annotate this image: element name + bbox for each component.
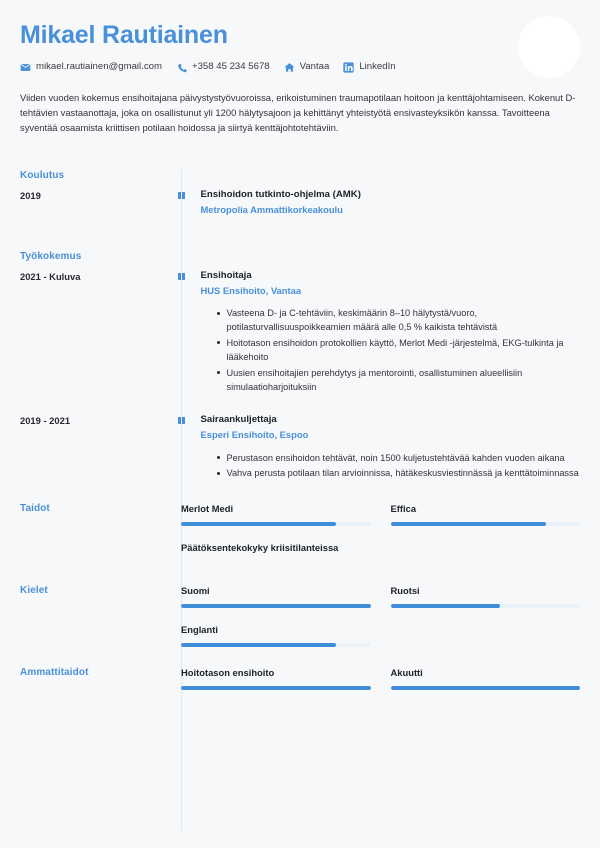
linkedin-icon	[343, 62, 354, 73]
home-icon	[284, 62, 295, 73]
section-skills	[0, 503, 600, 581]
language-level-fill	[391, 604, 501, 608]
list-item: Hoitotason ensihoidon protokollien käyttö, Merlot Medi -järjestelmä, EKG-tulkinta ja lääkehoito	[217, 336, 600, 365]
professional-skill-level-bar	[181, 686, 371, 690]
professional-skill-level-bar	[391, 686, 581, 690]
contact-linkedin[interactable]	[343, 62, 395, 73]
section-education	[0, 170, 600, 181]
professional-skill-level-fill	[181, 686, 371, 690]
professional-skill-name: Akuutti	[390, 667, 423, 679]
phone-icon	[176, 62, 187, 73]
experience-entry-date: 2019 - 2021	[20, 415, 71, 427]
experience-entry-body	[181, 414, 600, 481]
language-name: Ruotsi	[390, 585, 420, 597]
education-entry-title: Ensihoidon tutkinto-ohjelma (AMK)	[200, 189, 361, 200]
professional-skill-level-fill	[391, 686, 581, 690]
professional-skill-item	[391, 667, 581, 706]
experience-entry-date: 2021 - Kuluva	[20, 270, 81, 282]
avatar	[518, 16, 580, 78]
skill-level-fill	[181, 522, 336, 526]
education-entry-org: Metropolia Ammattikorkeakoulu	[200, 203, 343, 215]
contact-email-label: mikael.rautiainen@gmail.com	[36, 61, 162, 73]
language-item	[181, 624, 371, 663]
language-item-spacer	[391, 624, 581, 663]
professional-skill-name: Hoitotason ensihoito	[181, 667, 275, 679]
section-skills-title: Taidot	[20, 503, 50, 515]
list-item: Vasteena D- ja C-tehtäviin, keskimäärin 8–10 hälytystä/vuoro, potilasturvallisuuspoikkeamien määrä alle 0,5 % kaikista tehtävistä	[217, 306, 600, 335]
education-entry	[0, 189, 600, 217]
section-education-left	[0, 170, 181, 181]
skill-level-fill	[391, 522, 546, 526]
skill-item-spacer	[391, 542, 581, 581]
section-professional-skills	[0, 667, 600, 706]
list-item: Vahva perusta potilaan tilan arvioinnissa, hätäkeskusviestinnässä ja kenttätoiminnassa	[217, 466, 600, 480]
section-experience	[0, 251, 600, 262]
languages-grid	[181, 585, 600, 663]
language-name: Suomi	[181, 585, 210, 597]
professional-summary: Viiden vuoden kokemus ensihoitajana päivystystyövuoroissa, erikoistuminen traumapotilaan hoitoon ja kenttäjohtamiseen. Kokenut D-tehtävien vastaanottaja, joka on osallistunut yli 1200 hälytysajoon ja kehittänyt yhteistyötä ensivasteyksikön kanssa. Tavoitteena syventää osaamista kriittisen potilaan hoidossa ja siirtyä kenttäjohtotehtäviin.	[20, 91, 576, 133]
skill-name: Merlot Medi	[181, 503, 234, 515]
list-item: Perustason ensihoidon tehtävät, noin 1500 kuljetustehtävää kahden vuoden aikana	[217, 451, 600, 465]
section-skills-right	[181, 503, 600, 581]
section-professional-skills-right	[181, 667, 600, 706]
language-level-bar	[181, 604, 371, 608]
experience-entry-body	[181, 270, 600, 396]
section-languages-title: Kielet	[20, 585, 48, 597]
contact-row	[20, 62, 578, 73]
language-level-fill	[181, 643, 336, 647]
language-item	[391, 585, 581, 624]
language-name: Englanti	[181, 624, 218, 636]
experience-entry-title: Ensihoitaja	[200, 269, 252, 281]
experience-entry-org: Esperi Ensihoito, Espoo	[200, 429, 309, 441]
experience-entry	[0, 414, 600, 481]
section-skills-left	[0, 503, 181, 514]
education-entry-body	[181, 189, 600, 217]
section-experience-title: Työkokemus	[20, 250, 82, 262]
professional-skills-grid	[181, 667, 600, 706]
contact-location[interactable]	[284, 62, 330, 73]
section-languages-right	[181, 585, 600, 663]
education-entry-date: 2019	[20, 190, 41, 201]
section-education-title: Koulutus	[20, 170, 65, 181]
section-professional-skills-title: Ammattitaidot	[20, 667, 89, 679]
experience-entry	[0, 270, 600, 396]
skill-name: Effica	[390, 503, 417, 515]
skill-item	[181, 503, 371, 542]
list-item: Uusien ensihoitajien perehdytys ja mentorointi, osallistuminen alueellisiin simulaatioharjoituksiin	[217, 366, 600, 395]
language-level-bar	[181, 643, 371, 647]
resume-header	[0, 0, 600, 170]
skill-item	[391, 503, 581, 542]
resume-body	[0, 170, 600, 706]
language-level-bar	[391, 604, 581, 608]
professional-skill-item	[181, 667, 371, 706]
contact-phone-label: +358 45 234 5678	[191, 61, 270, 73]
skill-level-bar	[391, 522, 581, 526]
experience-bullet-list	[201, 451, 600, 481]
skill-name: Päätöksentekokyky kriisitilanteissa	[181, 542, 339, 554]
skills-grid	[181, 503, 600, 581]
contact-location-label: Vantaa	[299, 61, 330, 73]
experience-bullet-list	[201, 306, 600, 394]
section-languages	[0, 585, 600, 663]
language-level-fill	[181, 604, 371, 608]
section-languages-left	[0, 585, 181, 596]
page-title: Mikael Rautiainen	[20, 21, 228, 49]
section-professional-skills-left	[0, 667, 181, 678]
skill-level-bar	[181, 522, 371, 526]
skill-item	[181, 542, 371, 581]
column-divider	[181, 170, 182, 830]
experience-entry-title: Sairaankuljettaja	[200, 414, 277, 426]
contact-email[interactable]	[20, 62, 162, 73]
section-experience-left	[0, 251, 181, 262]
envelope-icon	[20, 62, 31, 73]
contact-phone[interactable]	[176, 62, 270, 73]
language-item	[181, 585, 371, 624]
contact-linkedin-label: LinkedIn	[359, 61, 396, 73]
experience-entry-org: HUS Ensihoito, Vantaa	[200, 284, 302, 296]
